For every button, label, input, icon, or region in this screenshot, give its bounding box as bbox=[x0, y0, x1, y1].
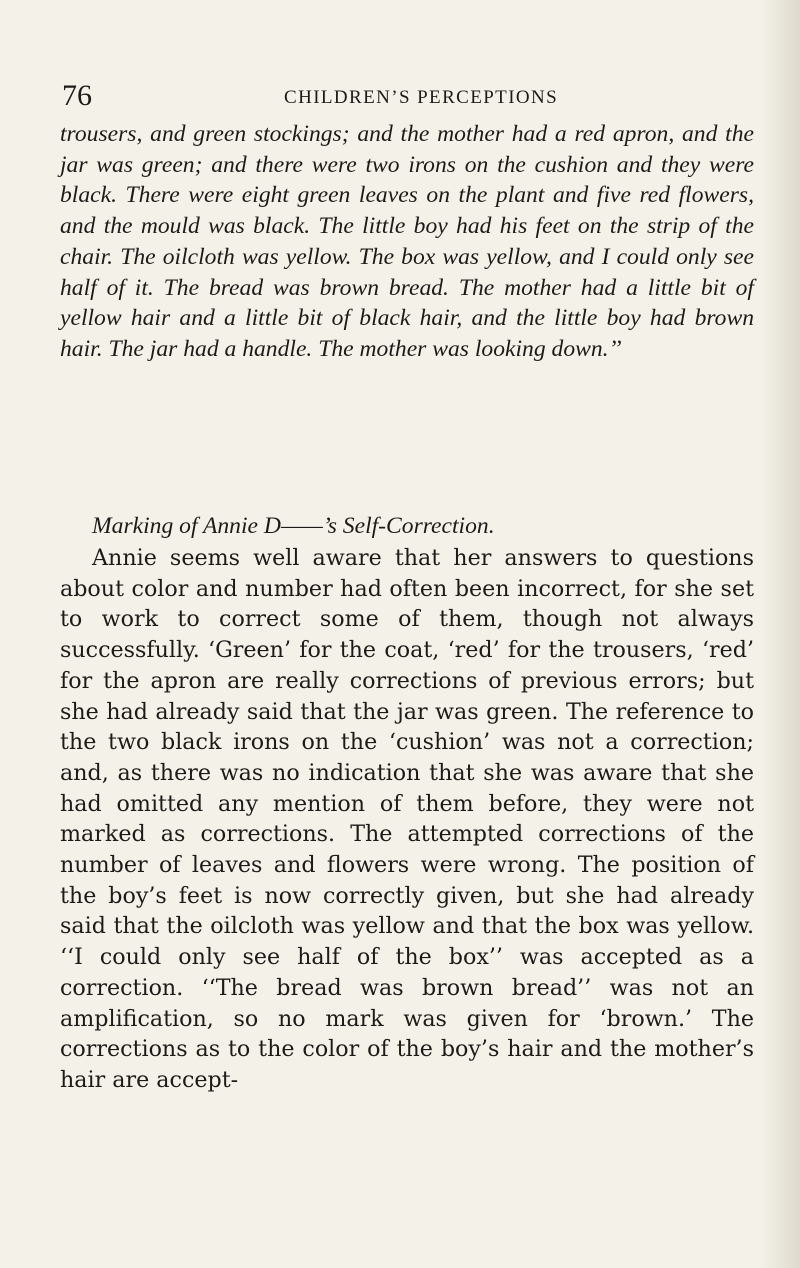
running-head bbox=[62, 78, 752, 114]
page-number: 76 bbox=[62, 79, 92, 112]
body-paragraph: Annie seems well aware that her answers to questions about color and number had often been incorrect, for she set to work to correct some of them, though not always successfully. ‘Green’ for the coat, ‘red’ for the trousers, ‘red’ for the apron are really corrections of previous errors; but she had already said that the jar was green. The reference to the two black irons on the ‘cushion’ was not a correction; and, as there was no indication that she was aware that she had omitted any mention of them before, they were not marked as corrections. The attempted corrections of the number of leaves and flowers were wrong. The position of the boy’s feet is now correctly given, but she had already said that the oilcloth was yellow and that the box was yellow. ‘‘I could only see half of the box’’ was accepted as a correction. ‘‘The bread was brown bread’’ was not an amplification, so no mark was given for ‘brown.’ The corrections as to the color of the boy’s hair and the mother’s hair are accept- bbox=[60, 545, 754, 1093]
page-edge-shadow bbox=[760, 0, 800, 1268]
running-head-title: CHILDREN’S PERCEPTIONS bbox=[284, 87, 559, 108]
section-heading: Marking of Annie D——’s Self-Correction. bbox=[92, 513, 495, 539]
quoted-answer-paragraph: trousers, and green stockings; and the mother had a red apron, and the jar was green; and there were two irons on the cushion and they were black. There were eight green leaves on the plant and five red flowers, and the mould was black. The little boy had his feet on the strip of the chair. The oilcloth was yellow. The box was yellow, and I could only see half of it. The bread was brown bread. The mother had a little bit of yellow hair and a little bit of black hair, and the little boy had brown hair. The jar had a handle. The mother was looking down.’’ bbox=[60, 121, 754, 362]
